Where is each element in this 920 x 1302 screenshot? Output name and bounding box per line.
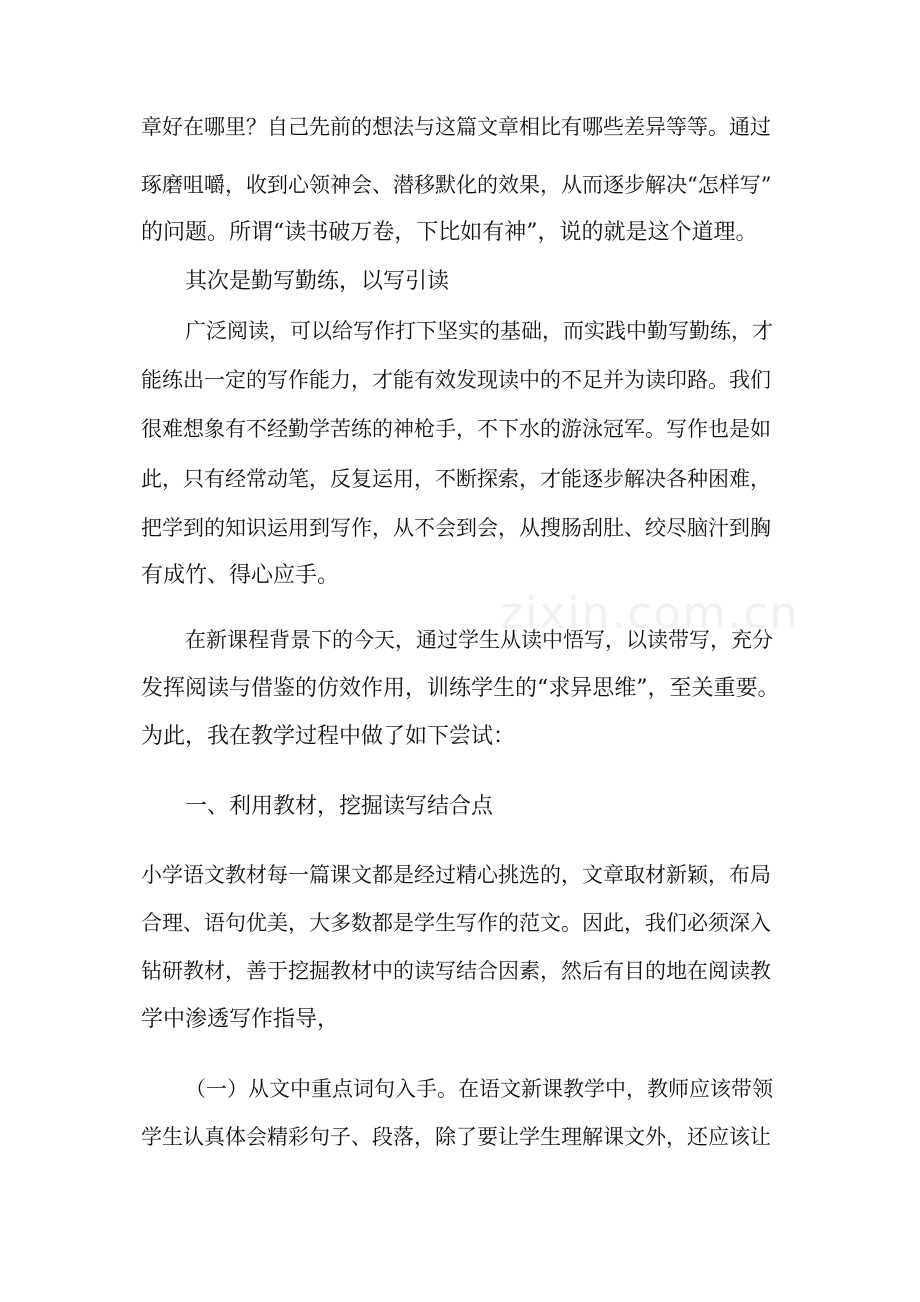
paragraph-line: 在新课程背景下的今天，通过学生从读中悟写，以读带写，充分 [185, 628, 773, 652]
watermark: zixin.com.cn [500, 588, 800, 639]
paragraph-line: 钻研教材，善于挖掘教材中的读写结合因素，然后有目的地在阅读教 [141, 959, 771, 983]
paragraph-line: 小学语文教材每一篇课文都是经过精心挑选的，文章取材新颖，布局 [141, 863, 771, 887]
paragraph-line: 把学到的知识运用到写作，从不会到会，从搜肠刮肚、绞尽脑汁到胸 [141, 516, 771, 540]
paragraph-line: 学生认真体会精彩句子、段落，除了要让学生理解课文外，还应该让 [141, 1125, 771, 1149]
paragraph-line: 此，只有经常动笔，反复运用，不断探索，才能逐步解决各种困难， [141, 467, 771, 491]
section-heading: 一、利用教材，挖掘读写结合点 [185, 794, 494, 819]
paragraph-line: 发挥阅读与借鉴的仿效作用，训练学生的“求异思维”，至关重要。 [141, 676, 780, 701]
paragraph-line: 琢磨咀嚼，收到心领神会、潜移默化的效果，从而逐步解决“怎样写” [141, 173, 772, 197]
paragraph-line: 的问题。所谓“读书破万卷，下比如有神”，说的就是这个道理。 [141, 220, 758, 245]
paragraph-line: 章好在哪里？自己先前的想法与这篇文章相比有哪些差异等等。通过 [141, 115, 771, 139]
section-heading: 其次是勤写勤练，以写引读 [185, 269, 450, 294]
paragraph-line: 能练出一定的写作能力，才能有效发现读中的不足并为读印路。我们 [141, 368, 771, 392]
paragraph-line: 为此，我在教学过程中做了如下尝试： [141, 724, 516, 749]
paragraph-line: 很难想象有不经勤学苦练的神枪手，不下水的游泳冠军。写作也是如 [141, 417, 771, 441]
paragraph-line: （一）从文中重点词句入手。在语文新课教学中，教师应该带领 [185, 1077, 773, 1101]
paragraph-line: 有成竹、得心应手。 [141, 563, 340, 588]
paragraph-line: 广泛阅读，可以给写作打下坚实的基础，而实践中勤写勤练，才 [185, 319, 773, 343]
paragraph-line: 学中渗透写作指导， [141, 1007, 340, 1032]
paragraph-line: 合理、语句优美，大多数都是学生写作的范文。因此，我们必须深入 [141, 911, 771, 935]
